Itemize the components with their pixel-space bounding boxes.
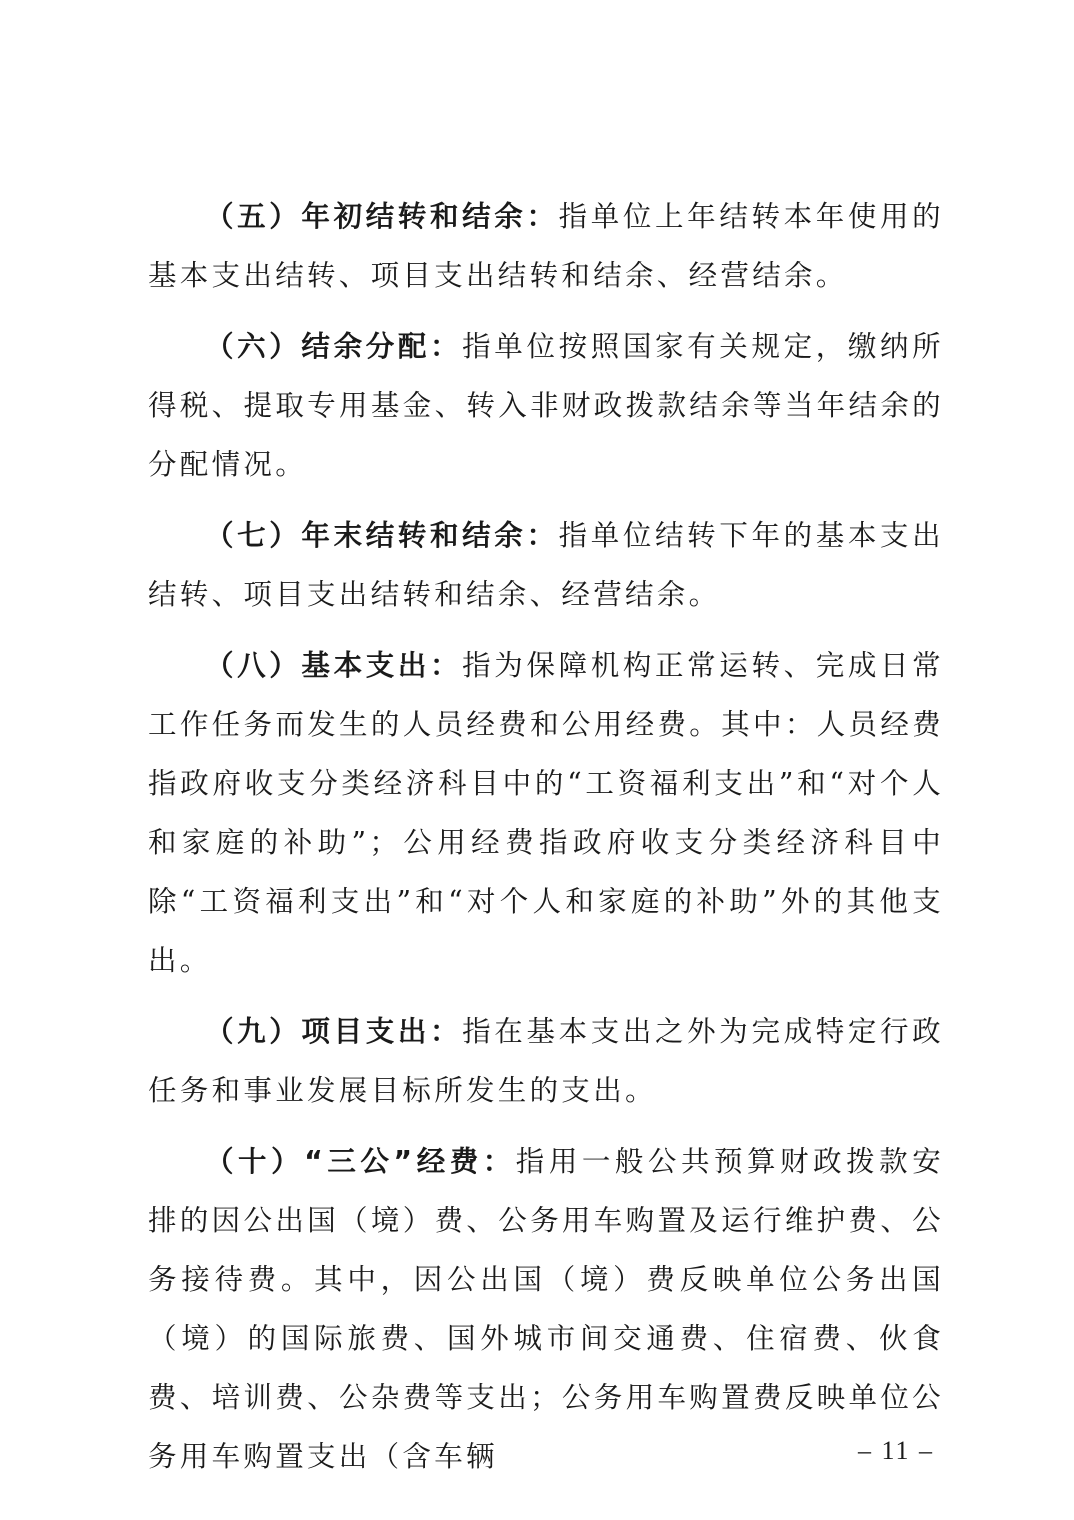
paragraph-body: 指单位结转下年的基本支出结转、项目支出结转和结余、经营结余。 — [148, 519, 944, 611]
paragraph-body: 指单位上年结转本年使用的基本支出结转、项目支出结转和结余、经营结余。 — [148, 200, 944, 292]
page-number: – 11 – — [858, 1436, 935, 1465]
paragraph-surplus-distribution — [148, 317, 944, 494]
paragraph-carryover-end — [148, 506, 944, 624]
paragraph-three-public-expenses — [148, 1132, 944, 1486]
paragraph-body: 指用一般公共预算财政拨款安排的因公出国（境）费、公务用车购置及运行维护费、公务接待费。其中，因公出国（境）费反映单位公务出国（境）的国际旅费、国外城市间交通费、住宿费、伙食费、培训费、公杂费等支出；公务用车购置费反映单位公务用车购置支出（含车辆 — [148, 1145, 944, 1473]
paragraph-term: （六）结余分配： — [205, 330, 463, 363]
document-body — [148, 187, 944, 1498]
paragraph-term: （七）年末结转和结余： — [205, 519, 559, 552]
paragraph-term: （九）项目支出： — [205, 1015, 463, 1048]
paragraph-basic-expenditure — [148, 636, 944, 990]
paragraph-term: （八）基本支出： — [205, 649, 463, 682]
paragraph-term: （十）“三公”经费： — [205, 1145, 516, 1178]
paragraph-term: （五）年初结转和结余： — [205, 200, 559, 233]
paragraph-carryover-beginning — [148, 187, 944, 305]
paragraph-body: 指单位按照国家有关规定，缴纳所得税、提取专用基金、转入非财政拨款结余等当年结余的分配情况。 — [148, 330, 944, 481]
paragraph-body: 指为保障机构正常运转、完成日常工作任务而发生的人员经费和公用经费。其中：人员经费指政府收支分类经济科目中的“工资福利支出”和“对个人和家庭的补助”；公用经费指政府收支分类经济科目中除“工资福利支出”和“对个人和家庭的补助”外的其他支出。 — [148, 649, 944, 977]
paragraph-project-expenditure — [148, 1002, 944, 1120]
paragraph-body: 指在基本支出之外为完成特定行政任务和事业发展目标所发生的支出。 — [148, 1015, 944, 1107]
